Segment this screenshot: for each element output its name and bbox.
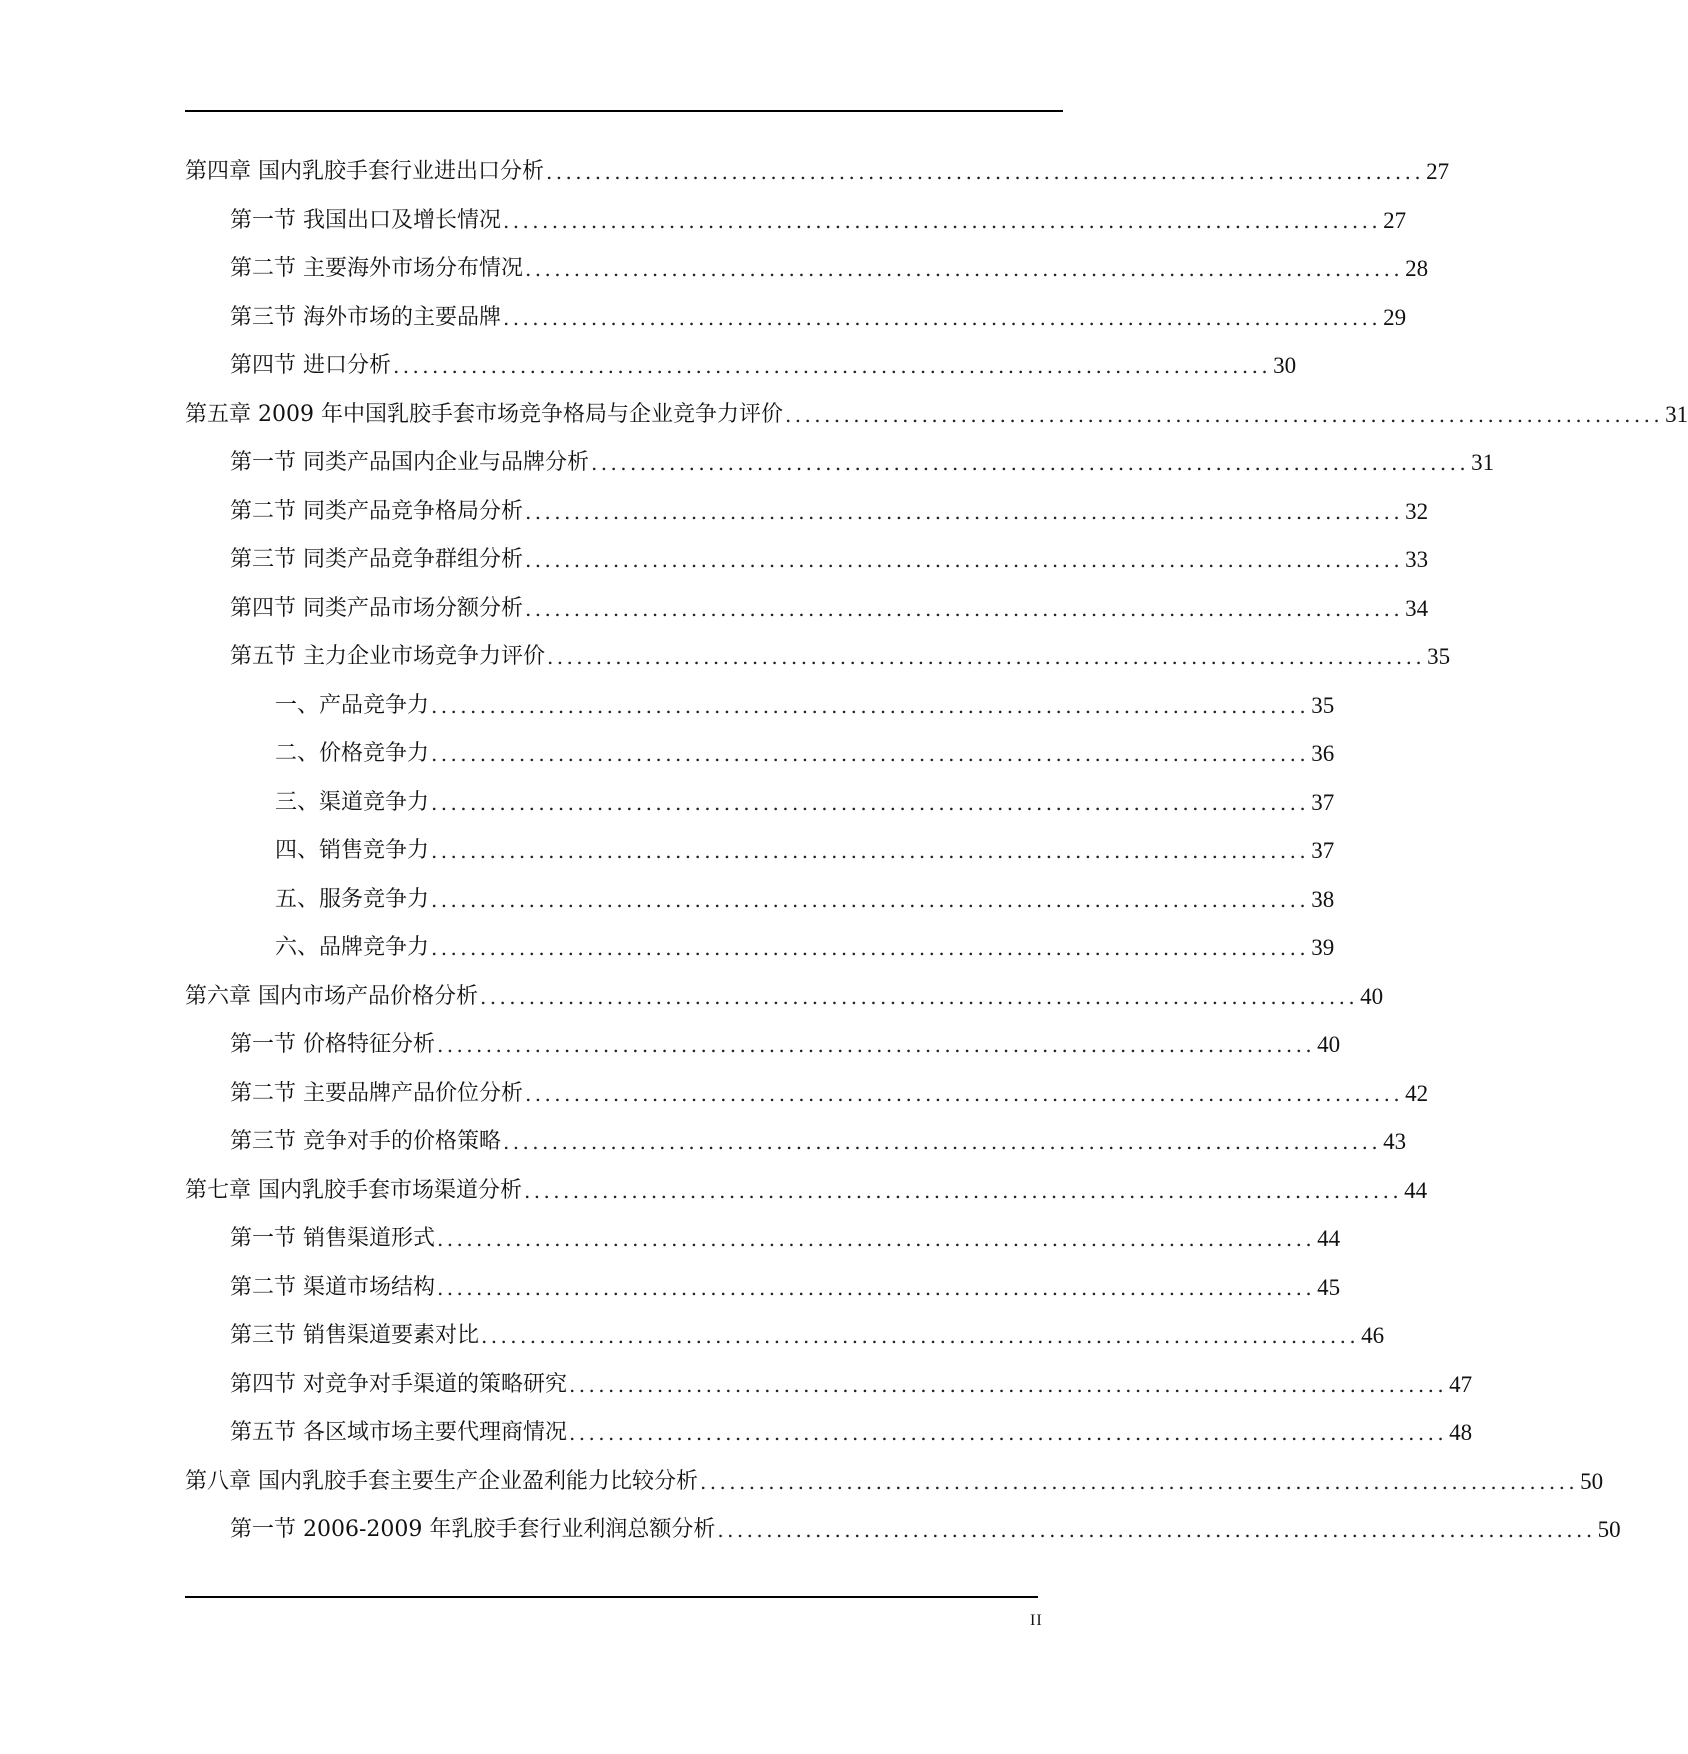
toc-chapter-8[interactable] bbox=[185, 1462, 1604, 1502]
toc-entry-title: 第一节 2006-2009 年乳胶手套行业利润总额分析 bbox=[230, 1517, 716, 1542]
toc-entry-title: 第四节 对竞争对手渠道的策略研究 bbox=[230, 1371, 567, 1397]
toc-entry-title: 第四节 同类产品市场分额分析 bbox=[230, 595, 523, 621]
page-number: II bbox=[1030, 1612, 1043, 1629]
toc-page-number: 35 bbox=[1311, 692, 1335, 718]
toc-page-number: 34 bbox=[1405, 595, 1429, 621]
dot-leader: .......................................................................................... bbox=[431, 693, 1310, 718]
toc-section[interactable] bbox=[230, 1122, 1407, 1162]
toc-section[interactable] bbox=[230, 1219, 1341, 1259]
dot-leader: .......................................................................................... bbox=[437, 1275, 1316, 1300]
toc-page-number: 50 bbox=[1580, 1468, 1604, 1494]
dot-leader: .......................................................................................... bbox=[431, 839, 1310, 863]
toc-page-number: 30 bbox=[1273, 353, 1297, 378]
toc-page-number: 29 bbox=[1383, 304, 1407, 330]
toc-page-number: 36 bbox=[1311, 741, 1335, 766]
dot-leader: .......................................................................................... bbox=[431, 742, 1310, 766]
toc-page-number: 44 bbox=[1404, 1177, 1428, 1203]
toc-entry-title: 第二节 主要海外市场分布情况 bbox=[230, 256, 523, 281]
dot-leader: .......................................................................................... bbox=[569, 1421, 1448, 1445]
toc-entry-title: 第二节 渠道市场结构 bbox=[230, 1274, 435, 1300]
toc-entry-title: 三、渠道竞争力 bbox=[275, 789, 430, 815]
toc-entry-title: 第二节 同类产品竞争格局分析 bbox=[230, 498, 523, 524]
toc-page-number: 37 bbox=[1311, 789, 1335, 815]
toc-entry-title: 第一节 我国出口及增长情况 bbox=[230, 207, 501, 233]
toc-entry-title: 第五节 各区域市场主要代理商情况 bbox=[230, 1420, 567, 1445]
dot-leader: .......................................................................................... bbox=[546, 160, 1425, 184]
toc-section[interactable] bbox=[230, 1365, 1473, 1405]
toc-entry-title: 第五节 主力企业市场竞争力评价 bbox=[230, 644, 545, 669]
toc-item[interactable] bbox=[275, 928, 1335, 968]
toc-page-number: 40 bbox=[1360, 983, 1384, 1009]
toc-entry-title: 二、价格竞争力 bbox=[275, 741, 430, 766]
toc-item[interactable] bbox=[275, 831, 1335, 871]
dot-leader: .......................................................................................... bbox=[503, 305, 1382, 330]
toc-chapter-7[interactable] bbox=[185, 1171, 1428, 1211]
toc-page-number: 38 bbox=[1311, 886, 1335, 912]
toc-entry-title: 第三节 海外市场的主要品牌 bbox=[230, 304, 501, 330]
toc-section[interactable] bbox=[230, 1510, 1621, 1550]
dot-leader: .......................................................................................... bbox=[569, 1372, 1448, 1397]
toc-entry-title: 第八章 国内乳胶手套主要生产企业盈利能力比较分析 bbox=[185, 1468, 698, 1494]
toc-item[interactable] bbox=[275, 686, 1335, 726]
toc-entry-title: 第三节 销售渠道要素对比 bbox=[230, 1323, 479, 1348]
dot-leader: .......................................................................................... bbox=[591, 451, 1470, 475]
toc-entry-title: 第一节 同类产品国内企业与品牌分析 bbox=[230, 450, 589, 475]
toc-entry-title: 第六章 国内市场产品价格分析 bbox=[185, 983, 478, 1009]
toc-section[interactable] bbox=[230, 589, 1429, 629]
toc-page-number: 47 bbox=[1449, 1371, 1473, 1397]
dot-leader: .......................................................................................... bbox=[431, 790, 1310, 815]
toc-entry-title: 第四节 进口分析 bbox=[230, 353, 391, 378]
toc-entry-title: 第一节 价格特征分析 bbox=[230, 1032, 435, 1057]
toc-section[interactable] bbox=[230, 1268, 1341, 1308]
toc-page-number: 40 bbox=[1317, 1032, 1341, 1057]
toc-section[interactable] bbox=[230, 443, 1495, 483]
dot-leader: .......................................................................................... bbox=[547, 645, 1426, 669]
toc-page-number: 32 bbox=[1405, 498, 1429, 524]
toc-item[interactable] bbox=[275, 734, 1335, 774]
toc-section[interactable] bbox=[230, 492, 1429, 532]
toc-page-number: 39 bbox=[1311, 935, 1335, 960]
toc-page-number: 37 bbox=[1311, 838, 1335, 863]
toc-entry-title: 四、销售竞争力 bbox=[275, 838, 430, 863]
dot-leader: .......................................................................................... bbox=[524, 1178, 1403, 1203]
dot-leader: .......................................................................................... bbox=[437, 1033, 1316, 1057]
toc-page-number: 27 bbox=[1426, 159, 1450, 184]
dot-leader: .......................................................................................... bbox=[525, 596, 1404, 621]
toc-section[interactable] bbox=[230, 298, 1407, 338]
toc-item[interactable] bbox=[275, 880, 1335, 920]
dot-leader: .......................................................................................... bbox=[525, 1081, 1404, 1106]
toc-chapter-5[interactable] bbox=[185, 395, 1688, 435]
toc-page-number: 33 bbox=[1405, 547, 1429, 572]
toc-entry-title: 第五章 2009 年中国乳胶手套市场竞争格局与企业竞争力评价 bbox=[185, 401, 783, 427]
dot-leader: .......................................................................................... bbox=[525, 257, 1404, 281]
toc-page-number: 31 bbox=[1471, 450, 1495, 475]
toc-page-number: 27 bbox=[1383, 207, 1407, 233]
toc-item[interactable] bbox=[275, 783, 1335, 823]
toc-entry-title: 第四章 国内乳胶手套行业进出口分析 bbox=[185, 159, 544, 184]
dot-leader: .......................................................................................... bbox=[525, 499, 1404, 524]
toc-page-number: 48 bbox=[1449, 1420, 1473, 1445]
toc-entry-title: 第一节 销售渠道形式 bbox=[230, 1226, 435, 1251]
dot-leader: .......................................................................................... bbox=[481, 1324, 1360, 1348]
footer-rule bbox=[185, 1596, 1038, 1598]
dot-leader: .......................................................................................... bbox=[525, 548, 1404, 572]
toc-page-number: 35 bbox=[1427, 644, 1451, 669]
dot-leader: .......................................................................................... bbox=[480, 984, 1359, 1009]
dot-leader: .......................................................................................... bbox=[784, 402, 1664, 427]
toc-section[interactable] bbox=[230, 540, 1429, 580]
header-rule bbox=[185, 110, 1063, 112]
toc-entry-title: 五、服务竞争力 bbox=[275, 886, 430, 912]
dot-leader: .......................................................................................... bbox=[437, 1227, 1316, 1251]
toc-chapter-6[interactable] bbox=[185, 977, 1384, 1017]
toc-section[interactable] bbox=[230, 1316, 1385, 1356]
toc-chapter-4[interactable] bbox=[185, 152, 1450, 192]
toc-page-number: 50 bbox=[1597, 1517, 1621, 1542]
toc-entry-title: 第七章 国内乳胶手套市场渠道分析 bbox=[185, 1177, 522, 1203]
toc-page-number: 43 bbox=[1383, 1129, 1407, 1154]
toc-section[interactable] bbox=[230, 346, 1297, 386]
dot-leader: .......................................................................................... bbox=[717, 1518, 1596, 1542]
dot-leader: .......................................................................................... bbox=[503, 208, 1382, 233]
toc-page-number: 42 bbox=[1405, 1080, 1429, 1106]
toc-page-number: 44 bbox=[1317, 1226, 1341, 1251]
toc-page-number: 46 bbox=[1361, 1323, 1385, 1348]
toc-section[interactable] bbox=[230, 1074, 1429, 1114]
dot-leader: .......................................................................................... bbox=[431, 887, 1310, 912]
toc-entry-title: 一、产品竞争力 bbox=[275, 692, 430, 718]
toc-page-number: 28 bbox=[1405, 256, 1429, 281]
dot-leader: .......................................................................................... bbox=[503, 1130, 1382, 1154]
toc-section[interactable] bbox=[230, 201, 1407, 241]
toc-section[interactable] bbox=[230, 1413, 1473, 1453]
toc-entry-title: 六、品牌竞争力 bbox=[275, 935, 430, 960]
toc-entry-title: 第三节 同类产品竞争群组分析 bbox=[230, 547, 523, 572]
toc-section[interactable] bbox=[230, 249, 1429, 289]
dot-leader: .......................................................................................... bbox=[700, 1469, 1579, 1494]
toc-section[interactable] bbox=[230, 637, 1451, 677]
toc-section[interactable] bbox=[230, 1025, 1341, 1065]
toc-page-number: 31 bbox=[1665, 401, 1688, 427]
toc-entry-title: 第三节 竞争对手的价格策略 bbox=[230, 1129, 501, 1154]
dot-leader: .......................................................................................... bbox=[393, 354, 1272, 378]
toc-page-number: 45 bbox=[1317, 1274, 1341, 1300]
toc-entry-title: 第二节 主要品牌产品价位分析 bbox=[230, 1080, 523, 1106]
dot-leader: .......................................................................................... bbox=[431, 936, 1310, 960]
